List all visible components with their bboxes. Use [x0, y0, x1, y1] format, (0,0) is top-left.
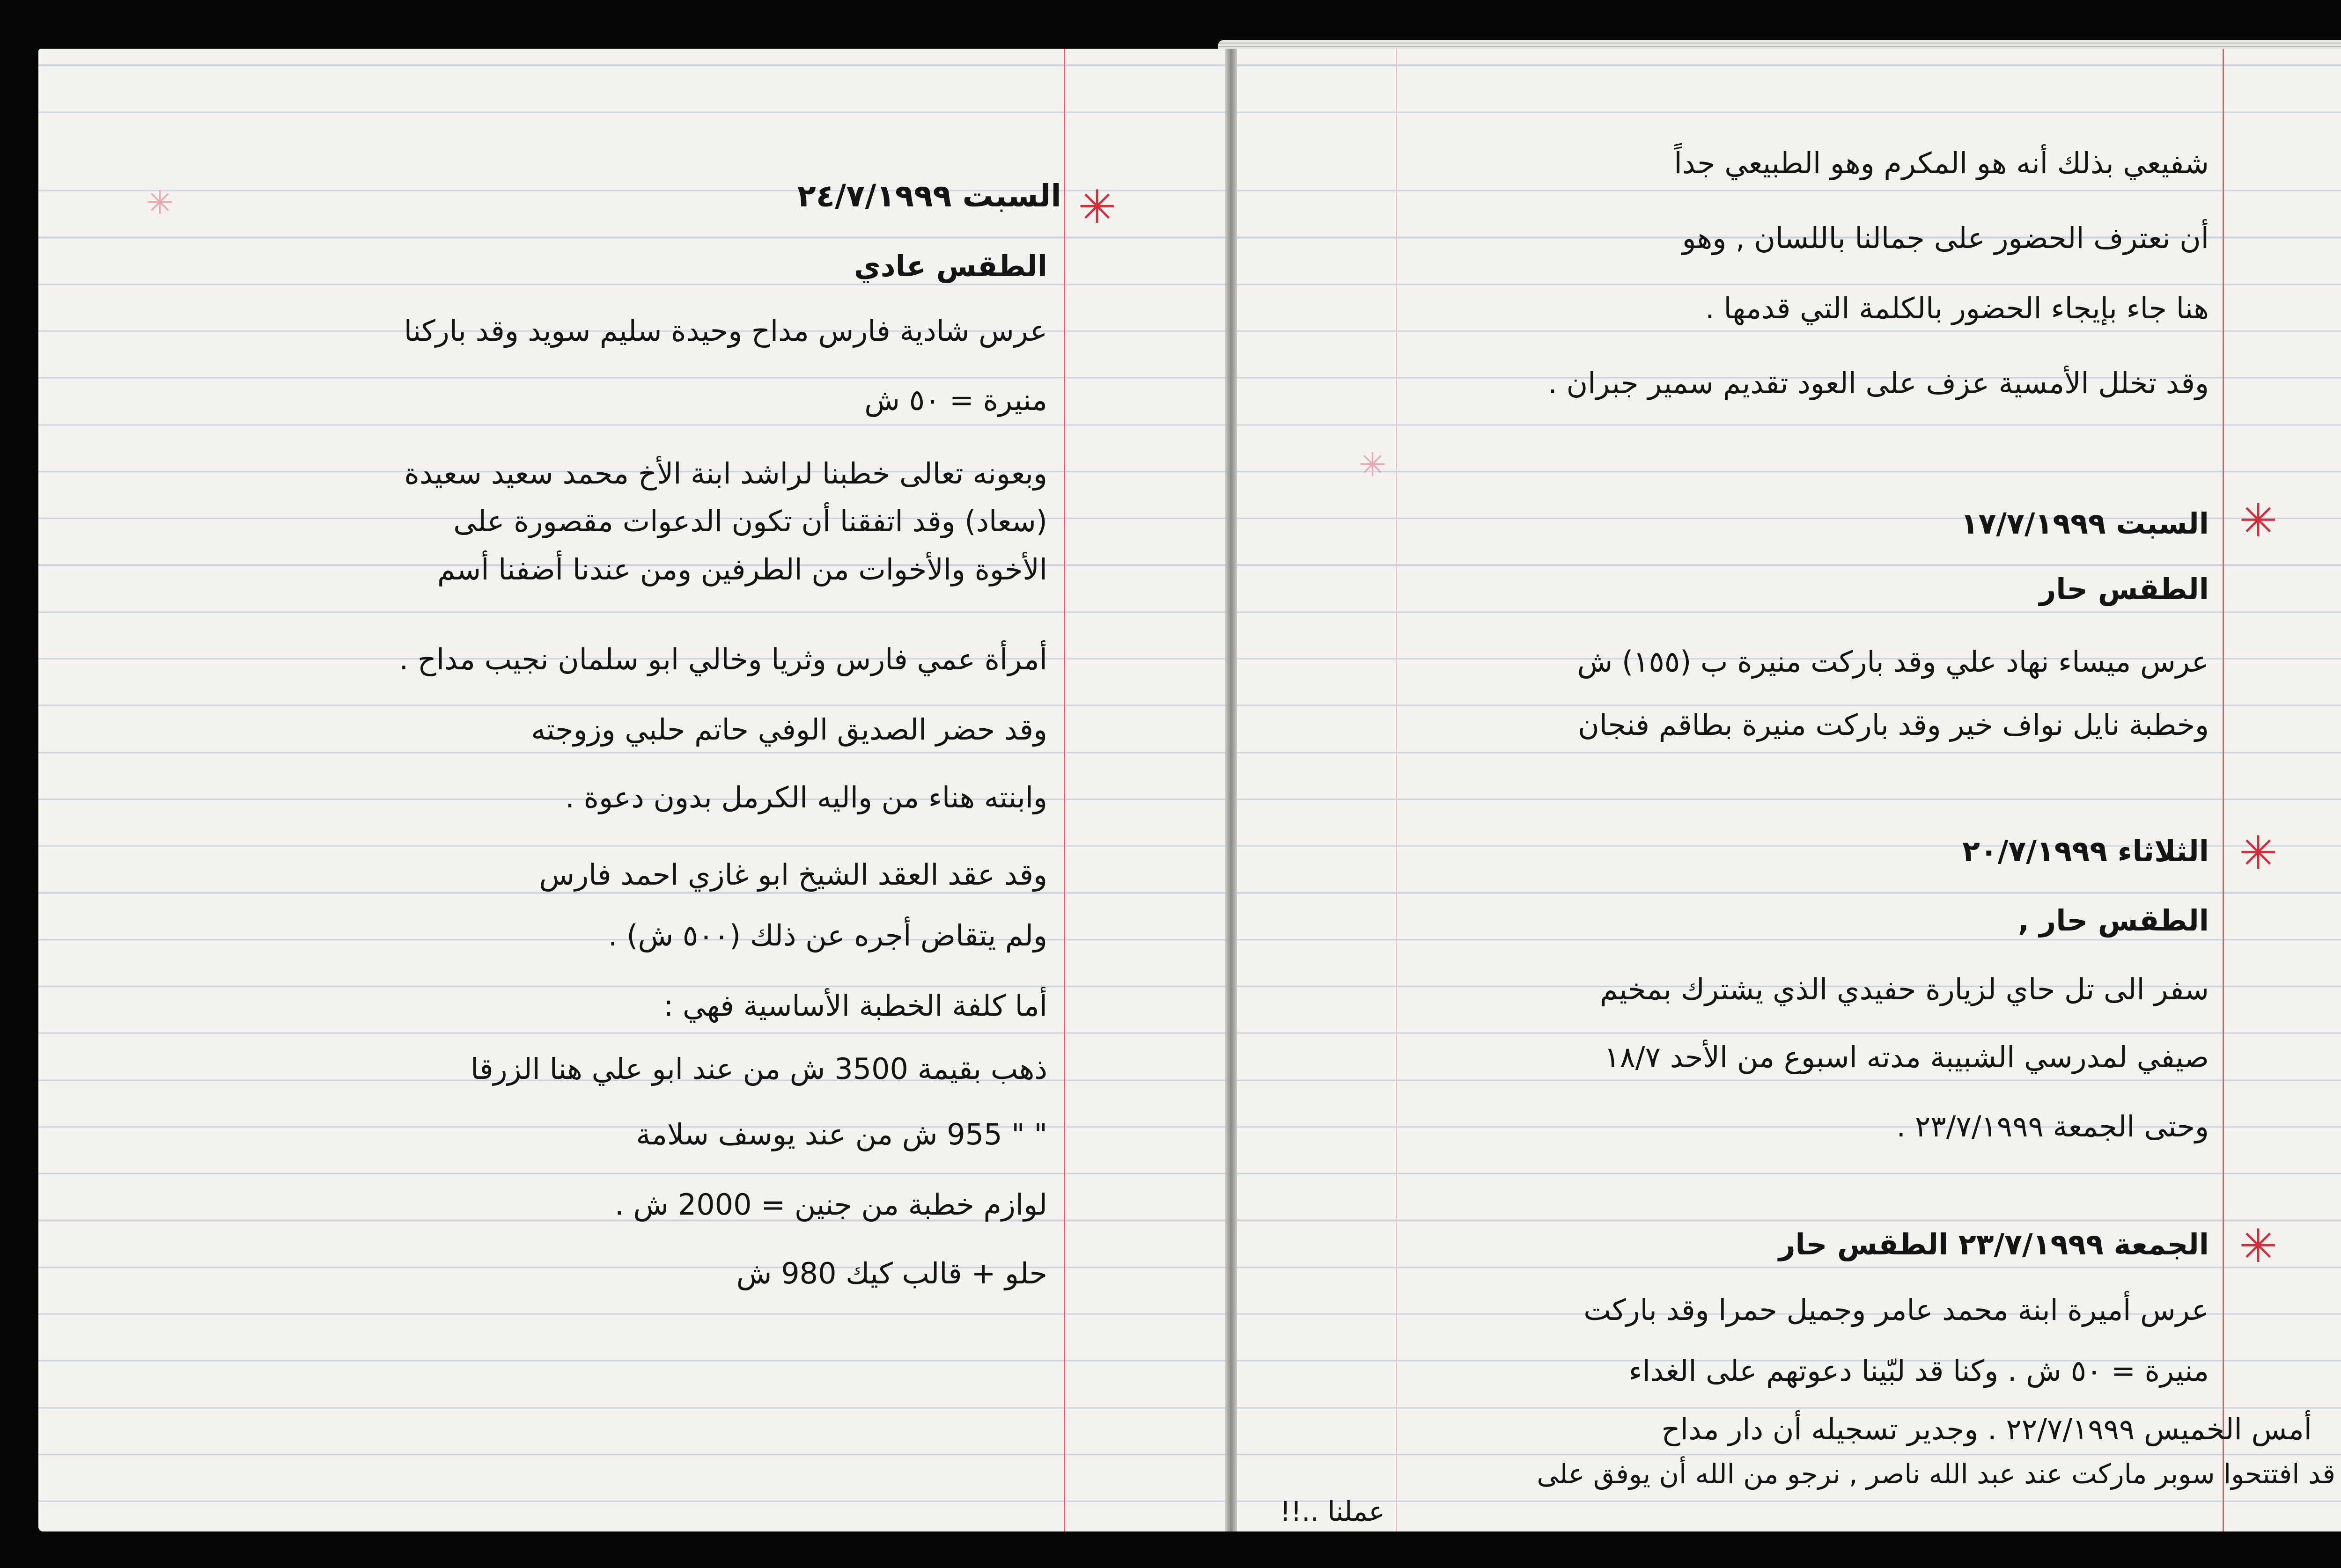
notebook-gutter — [1225, 49, 1237, 1531]
entry-star-mark: ✳ — [2239, 494, 2278, 548]
text-line: وخطبة نايل نواف خير وقد باركت منيرة بطاقم فنجان — [1578, 708, 2209, 742]
text-line: صيفي لمدرسي الشبيبة مدته اسبوع من الأحد ١٨/٧ — [1604, 1040, 2209, 1074]
text-line: وقد عقد العقد الشيخ ابو غازي احمد فارس — [539, 857, 1047, 892]
text-line: ذهب بقيمة 3500 ش من عند ابو علي هنا الزرقا — [471, 1052, 1047, 1086]
text-line: وقد تخلل الأمسية عزف على العود تقديم سمير جبران . — [1548, 366, 2209, 400]
right-page — [1237, 49, 2341, 1531]
text-line: أمرأة عمي فارس وثريا وخالي ابو سلمان نجيب مداح . — [399, 642, 1047, 676]
faint-star-mark: ✳ — [146, 183, 174, 222]
entry-date-line: السبت ٢٤/٧/١٩٩٩ — [797, 178, 1061, 214]
text-line: عرس شادية فارس مداح وحيدة سليم سويد وقد باركنا — [404, 314, 1047, 348]
entry-date-line: السبت ١٧/٧/١٩٩٩ — [1960, 506, 2209, 541]
right-page-margin-line — [2223, 49, 2224, 1531]
left-page — [38, 49, 1225, 1531]
weather-line: الطقس حار — [2039, 572, 2209, 606]
faint-star-mark: ✳ — [1359, 446, 1386, 484]
text-line: الأخوة والأخوات من الطرفين ومن عندنا أضفنا أسم — [437, 552, 1047, 586]
text-line: هنا جاء بإيجاء الحضور بالكلمة التي قدمها . — [1705, 291, 2209, 325]
entry-date-line: الجمعة ٢٣/٧/١٩٩٩ الطقس حار — [1778, 1227, 2209, 1261]
entry-star-mark: ✳ — [1078, 181, 1117, 234]
text-line: قد افتتحوا سوبر ماركت عند عبد الله ناصر , نرجو من الله أن يوفق على — [1537, 1458, 2335, 1490]
left-page-margin-line — [1064, 49, 1065, 1531]
weather-line: الطقس عادي — [854, 249, 1047, 283]
entry-star-mark: ✳ — [2239, 1220, 2278, 1273]
text-line: سفر الى تل حاي لزيارة حفيدي الذي يشترك بمخيم — [1600, 972, 2209, 1006]
text-line: أن نعترف الحضور على جمالنا باللسان , وهو — [1682, 221, 2209, 255]
text-line: وحتى الجمعة ٢٣/٧/١٩٩٩ . — [1896, 1109, 2209, 1143]
weather-line: الطقس حار , — [2018, 903, 2209, 938]
text-line: وبعونه تعالى خطبنا لراشد ابنة الأخ محمد سعيد سعيدة — [404, 456, 1047, 491]
text-line: عملنا ..!! — [1280, 1495, 1385, 1527]
text-line: منيرة = ٥٠ ش — [864, 383, 1047, 417]
entry-date-line: الثلاثاء ٢٠/٧/١٩٩٩ — [1962, 834, 2209, 868]
entry-star-mark: ✳ — [2239, 827, 2278, 880]
text-line: أمس الخميس ٢٢/٧/١٩٩٩ . وجدير تسجيله أن دار مداح — [1661, 1412, 2312, 1446]
faint-margin-line — [1396, 49, 1397, 1531]
text-line: وقد حضر الصديق الوفي حاتم حلبي وزوجته — [531, 712, 1047, 747]
text-line: عرس أميرة ابنة محمد عامر وجميل حمرا وقد باركت — [1583, 1293, 2209, 1327]
text-line: منيرة = ٥٠ ش . وكنا قد لبّينا دعوتهم على الغداء — [1628, 1354, 2209, 1388]
text-line: حلو + قالب كيك 980 ش — [736, 1256, 1047, 1290]
text-line: (سعاد) وقد اتفقنا أن تكون الدعوات مقصورة على — [453, 504, 1047, 538]
open-notebook — [38, 49, 2341, 1531]
text-line: شفيعي بذلك أنه هو المكرم وهو الطبيعي جداً — [1674, 146, 2209, 180]
text-line: عرس ميساء نهاد علي وقد باركت منيرة ب (١٥٥) ش — [1577, 645, 2209, 679]
text-line: أما كلفة الخطبة الأساسية فهي : — [663, 989, 1047, 1023]
text-line: " " 955 ش من عند يوسف سلامة — [636, 1117, 1047, 1151]
text-line: وابنته هناء من واليه الكرمل بدون دعوة . — [565, 780, 1047, 814]
text-line: لوازم خطبة من جنين = 2000 ش . — [614, 1187, 1047, 1222]
text-line: ولم يتقاض أجره عن ذلك (٥٠٠ ش) . — [608, 918, 1047, 953]
